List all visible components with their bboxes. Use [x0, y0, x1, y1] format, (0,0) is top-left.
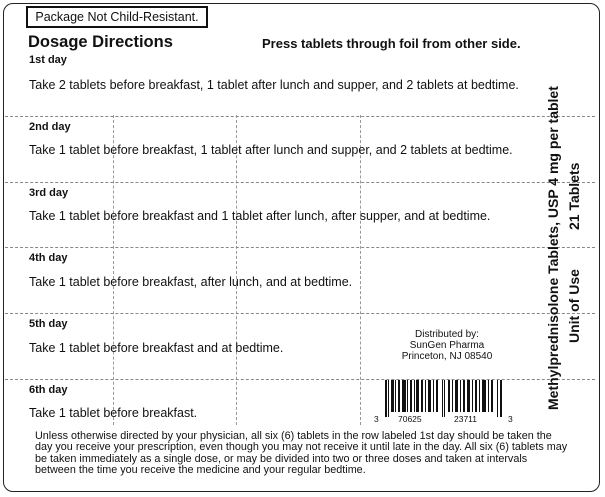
barcode-digits: 70625	[398, 414, 422, 424]
perforation-line	[5, 247, 595, 248]
barcode-digit: 3	[374, 414, 379, 424]
unit-of-use: Unit of Use	[566, 269, 582, 343]
day-label: 4th day	[29, 252, 68, 264]
barcode-digit: 3	[508, 414, 513, 424]
side-label	[545, 86, 562, 410]
barcode-digits: 23711	[454, 414, 478, 424]
child-resistant-warning: Package Not Child-Resistant.	[26, 6, 208, 28]
distributor-block	[384, 329, 510, 362]
dosing-footnote: Unless otherwise directed by your physician, all six (6) tablets in the row labeled 1st day should be taken the day you receive your prescription, even though you may not receive it until late in the day. All six (6) tablets may be taken immediately as a single dose, or may be divided into two or three doses and taken at intervals between the time you receive the medicine and your regular bedtime.	[35, 430, 568, 476]
day-instruction: Take 1 tablet before breakfast and 1 tablet after lunch, after supper, and at bedtime.	[29, 209, 491, 223]
day-instruction: Take 1 tablet before breakfast and at bedtime.	[29, 341, 284, 355]
day-instruction: Take 1 tablet before breakfast, after lunch, and at bedtime.	[29, 275, 353, 289]
product-name: Methylprednisolone Tablets, USP 4 mg per tablet	[545, 86, 561, 410]
press-instruction: Press tablets through foil from other side.	[262, 36, 521, 51]
distributor-name: SunGen Pharma	[409, 340, 485, 351]
tablet-count: 21 Tablets	[566, 162, 582, 230]
barcode	[385, 380, 503, 417]
day-label: 2nd day	[29, 121, 71, 133]
page-title: Dosage Directions	[28, 33, 173, 51]
perforation-line	[5, 379, 595, 380]
day-instruction: Take 2 tablets before breakfast, 1 tablet after lunch and supper, and 2 tablets at bedtime.	[29, 78, 519, 92]
day-label: 6th day	[29, 384, 68, 396]
perforation-line	[5, 313, 595, 314]
distributor-address: Princeton, NJ 08540	[401, 351, 493, 362]
perforation-line	[5, 182, 595, 183]
perforation-line	[5, 116, 595, 117]
day-label: 1st day	[29, 54, 67, 66]
day-instruction: Take 1 tablet before breakfast, 1 tablet after lunch and supper, and 2 tablets at bedtime.	[29, 143, 513, 157]
day-instruction: Take 1 tablet before breakfast.	[29, 406, 198, 420]
distributor-heading: Distributed by:	[415, 329, 479, 340]
day-label: 5th day	[29, 318, 68, 330]
day-label: 3rd day	[29, 187, 69, 199]
